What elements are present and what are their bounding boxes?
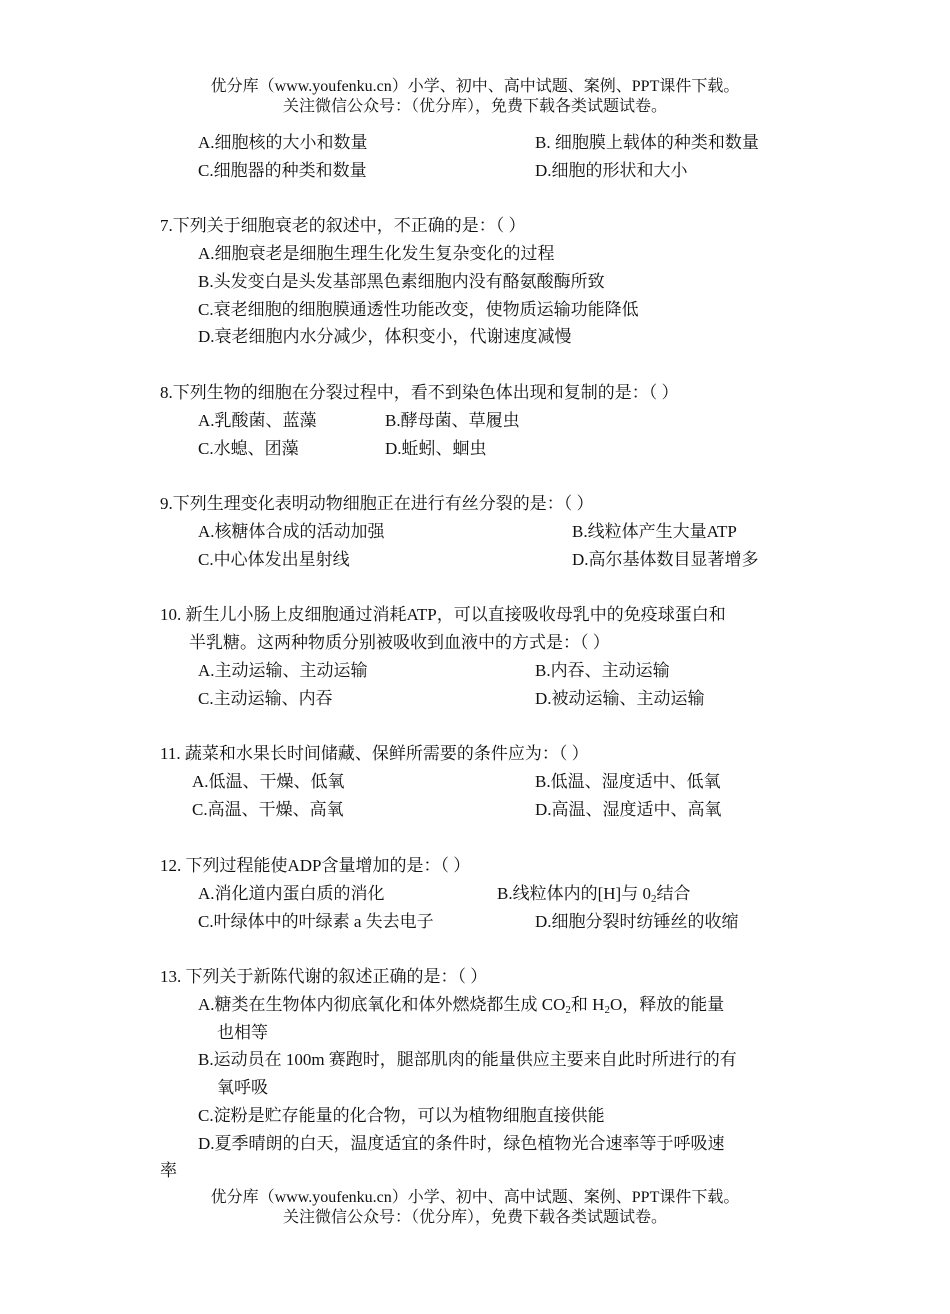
footer-line-2: 关注微信公众号：（优分库），免费下载各类试题试卷。 [282,1209,667,1226]
q10-option-c: C.主动运输、内吞 [198,689,333,708]
q6-option-c: C.细胞器的种类和数量 [198,161,367,180]
header-line-1: 优分库（www.youfenku.cn）小学、初中、高中试题、案例、PPT课件下载。 [210,78,740,95]
q6-option-a: A.细胞核的大小和数量 [198,133,368,152]
q13-option-a-line-1: A.糖类在生物体内彻底氧化和体外燃烧都生成 $CO_2$和 $H_2O$，释放的能量 [198,995,725,1016]
q9-option-a: A.核糖体合成的活动加强 [198,522,385,541]
q7-option-b: B.头发变白是头发基部黑色素细胞内没有酪氨酸酶所致 [198,272,605,291]
q11-option-c: C.高温、干燥、高氧 [192,800,344,819]
q13-option-d-line-1: D.夏季晴朗的白天，温度适宜的条件时，绿色植物光合速率等于呼吸速 [198,1134,725,1153]
q12-option-a: A.消化道内蛋白质的消化 [198,884,385,903]
q6-option-d: D.细胞的形状和大小 [535,161,688,180]
q8-option-a: A.乳酸菌、蓝藻 [198,411,317,430]
q10-option-d: D.被动运输、主动运输 [535,689,705,708]
q8-stem: 8.下列生物的细胞在分裂过程中，看不到染色体出现和复制的是：（ ） [160,383,679,402]
q10-option-b: B.内吞、主动运输 [535,661,670,680]
q13-option-c: C.淀粉是贮存能量的化合物，可以为植物细胞直接供能 [198,1106,605,1125]
q7-option-a: A.细胞衰老是细胞生理生化发生复杂变化的过程 [198,244,555,263]
q12-option-c: C.叶绿体中的叶绿素 a 失去电子 [198,912,434,931]
q10-stem-line-2: 半乳糖。这两种物质分别被吸收到血液中的方式是：（ ） [189,633,610,652]
q7-stem: 7.下列关于细胞衰老的叙述中，不正确的是：（ ） [160,216,526,235]
q9-stem: 9.下列生理变化表明动物细胞正在进行有丝分裂的是：（ ） [160,494,594,513]
q13-option-b-line-2: 氧呼吸 [217,1078,268,1097]
footer-line-1: 优分库（www.youfenku.cn）小学、初中、高中试题、案例、PPT课件下载。 [210,1189,740,1206]
q13-stem: 13. 下列关于新陈代谢的叙述正确的是：（ ） [160,967,488,986]
q12-option-b: B.线粒体内的[H]与 $0_2$结合 [497,884,691,905]
q6-option-b: B. 细胞膜上载体的种类和数量 [535,133,759,152]
q10-option-a: A.主动运输、主动运输 [198,661,368,680]
q9-option-c: C.中心体发出星射线 [198,550,350,569]
q9-option-b: B.线粒体产生大量ATP [572,522,737,541]
q8-option-b: B.酵母菌、草履虫 [385,411,520,430]
q11-option-a: A.低温、干燥、低氧 [192,772,345,791]
q8-option-c: C.水螅、团藻 [198,439,299,458]
q13-option-d-line-2: 率 [160,1161,177,1180]
q7-option-c: C.衰老细胞的细胞膜通透性功能改变，使物质运输功能降低 [198,300,639,319]
q7-option-d: D.衰老细胞内水分减少，体积变小，代谢速度减慢 [198,327,572,346]
q11-option-b: B.低温、湿度适中、低氧 [535,772,721,791]
q12-option-d: D.细胞分裂时纺锤丝的收缩 [535,912,739,931]
q11-stem: 11. 蔬菜和水果长时间储藏、保鲜所需要的条件应为：（ ） [160,744,589,763]
q11-option-d: D.高温、湿度适中、高氧 [535,800,722,819]
q8-option-d: D.蚯蚓、蛔虫 [385,439,487,458]
q10-stem-line-1: 10. 新生儿小肠上皮细胞通过消耗ATP，可以直接吸收母乳中的免疫球蛋白和 [160,605,726,624]
q12-stem: 12. 下列过程能使ADP含量增加的是：（ ） [160,856,471,875]
q13-option-b-line-1: B.运动员在 100m 赛跑时，腿部肌肉的能量供应主要来自此时所进行的有 [198,1050,737,1069]
q9-option-d: D.高尔基体数目显著增多 [572,550,759,569]
header-line-2: 关注微信公众号：（优分库），免费下载各类试题试卷。 [282,98,667,115]
q13-option-a-line-2: 也相等 [217,1023,268,1042]
